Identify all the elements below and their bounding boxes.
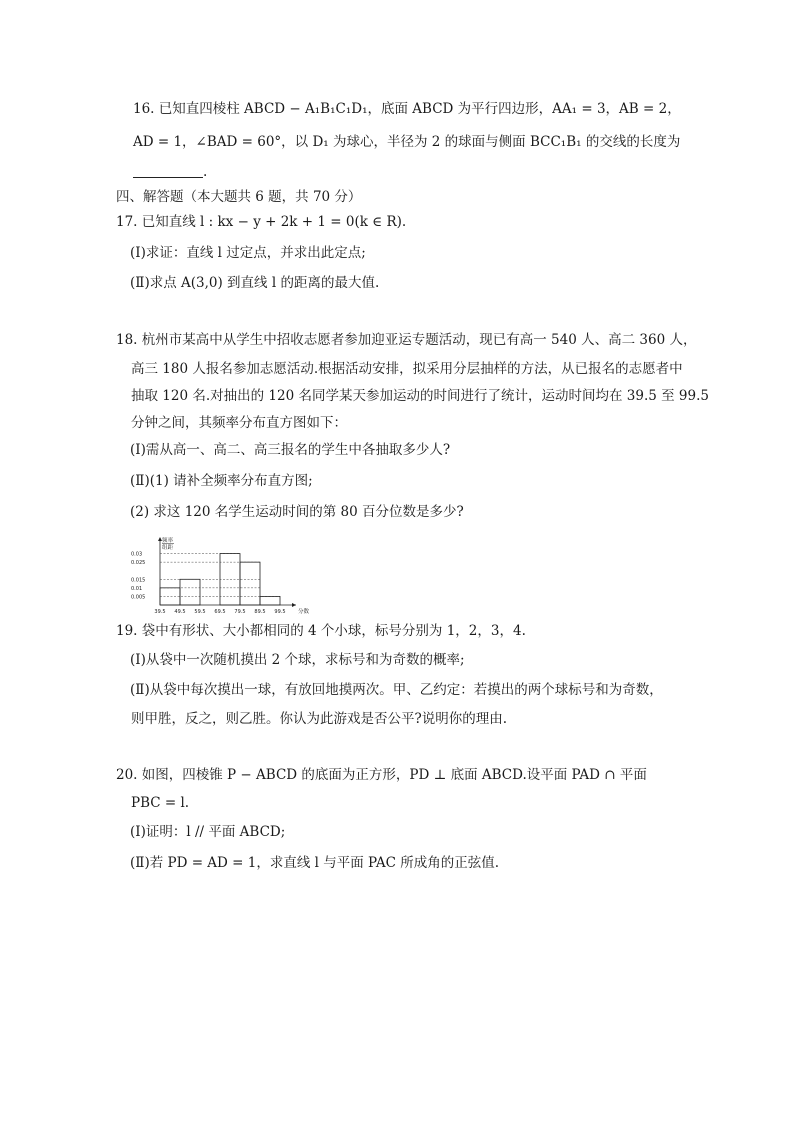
x-tick-label: 49.5 xyxy=(174,609,186,615)
q18-part2b: (2) 求这 120 名学生运动时间的第 80 百分位数是多少? xyxy=(130,504,464,520)
q20-part1: (Ⅰ)证明：l // 平面 ABCD; xyxy=(130,824,286,840)
histogram-bar xyxy=(180,579,200,605)
x-tick-label: 99.5 xyxy=(274,609,286,615)
x-tick-label: 89.5 xyxy=(254,609,266,615)
x-tick-label: 69.5 xyxy=(214,609,226,615)
frequency-histogram xyxy=(130,535,320,617)
x-tick-label: 79.5 xyxy=(234,609,246,615)
q18-part2a: (Ⅱ)(1) 请补全频率分布直方图; xyxy=(130,473,313,489)
q16-line2: AD = 1，∠BAD = 60°，以 D₁ 为球心，半径为 2 的球面与侧面 BCC₁B₁ 的交线的长度为 xyxy=(133,134,681,150)
x-axis-label: 分数 xyxy=(298,609,310,615)
q18-line1: 18. 杭州市某高中从学生中招收志愿者参加迎亚运专题活动，现已有高一 540 人、高二 360 人， xyxy=(116,332,697,348)
q16-answer-line: . xyxy=(133,163,207,181)
q17-stem: 17. 已知直线 l : kx − y + 2k + 1 = 0(k ∈ R). xyxy=(116,214,407,230)
histogram-bar xyxy=(260,596,280,605)
y-tick-label: 0.015 xyxy=(131,577,146,584)
x-tick-label: 59.5 xyxy=(194,609,206,615)
q18-line4: 分钟之间，其频率分布直方图如下： xyxy=(131,415,347,431)
q19-part2a: (Ⅱ)从袋中每次摸出一球，有放回地摸两次。甲、乙约定：若摸出的两个球标号和为奇数， xyxy=(130,682,663,698)
q16-line1: 16. 已知直四棱柱 ABCD − A₁B₁C₁D₁，底面 ABCD 为平行四边形，AA₁ = 3，AB = 2， xyxy=(133,101,681,117)
q17-part2: (Ⅱ)求点 A(3,0) 到直线 l 的距离的最大值. xyxy=(130,275,380,291)
y-axis-label-top: 频率 xyxy=(162,538,174,544)
histogram-bar xyxy=(240,562,260,605)
y-tick-label: 0.005 xyxy=(131,594,146,601)
answer-blank xyxy=(133,163,203,178)
q19-stem: 19. 袋中有形状、大小都相同的 4 个小球，标号分别为 1，2，3，4. xyxy=(116,623,526,639)
q19-part1: (Ⅰ)从袋中一次随机摸出 2 个球，求标号和为奇数的概率; xyxy=(130,652,465,668)
q17-part1: (Ⅰ)求证：直线 l 过定点，并求出此定点; xyxy=(130,245,366,261)
y-axis-label-bottom: 组距 xyxy=(162,545,174,551)
x-axis-arrow xyxy=(292,603,296,607)
x-tick-label: 39.5 xyxy=(154,609,166,615)
q20-line1: 20. 如图，四棱锥 P − ABCD 的底面为正方形，PD ⊥ 底面 ABCD.设平面 PAD ∩ 平面 xyxy=(116,767,647,783)
y-tick-label: 0.01 xyxy=(131,585,143,592)
q18-line2: 高三 180 人报名参加志愿活动.根据活动安排，拟采用分层抽样的方法，从已报名的志愿者中 xyxy=(131,361,683,377)
y-tick-label: 0.025 xyxy=(131,560,146,567)
q18-line3: 抽取 120 名.对抽出的 120 名同学某天参加运动的时间进行了统计，运动时间均在 39.5 至 99.5 xyxy=(131,388,709,404)
section-heading: 四、解答题（本大题共 6 题，共 70 分） xyxy=(116,189,362,205)
q18-part1: (Ⅰ)需从高一、高二、高三报名的学生中各抽取多少人? xyxy=(130,442,451,458)
q20-part2: (Ⅱ)若 PD = AD = 1，求直线 l 与平面 PAC 所成角的正弦值. xyxy=(130,855,500,871)
q20-line2: PBC = l. xyxy=(131,795,190,811)
q19-part2b: 则甲胜，反之，则乙胜。你认为此游戏是否公平?说明你的理由. xyxy=(131,711,508,727)
histogram-bar xyxy=(160,588,180,605)
y-tick-label: 0.03 xyxy=(131,551,143,558)
